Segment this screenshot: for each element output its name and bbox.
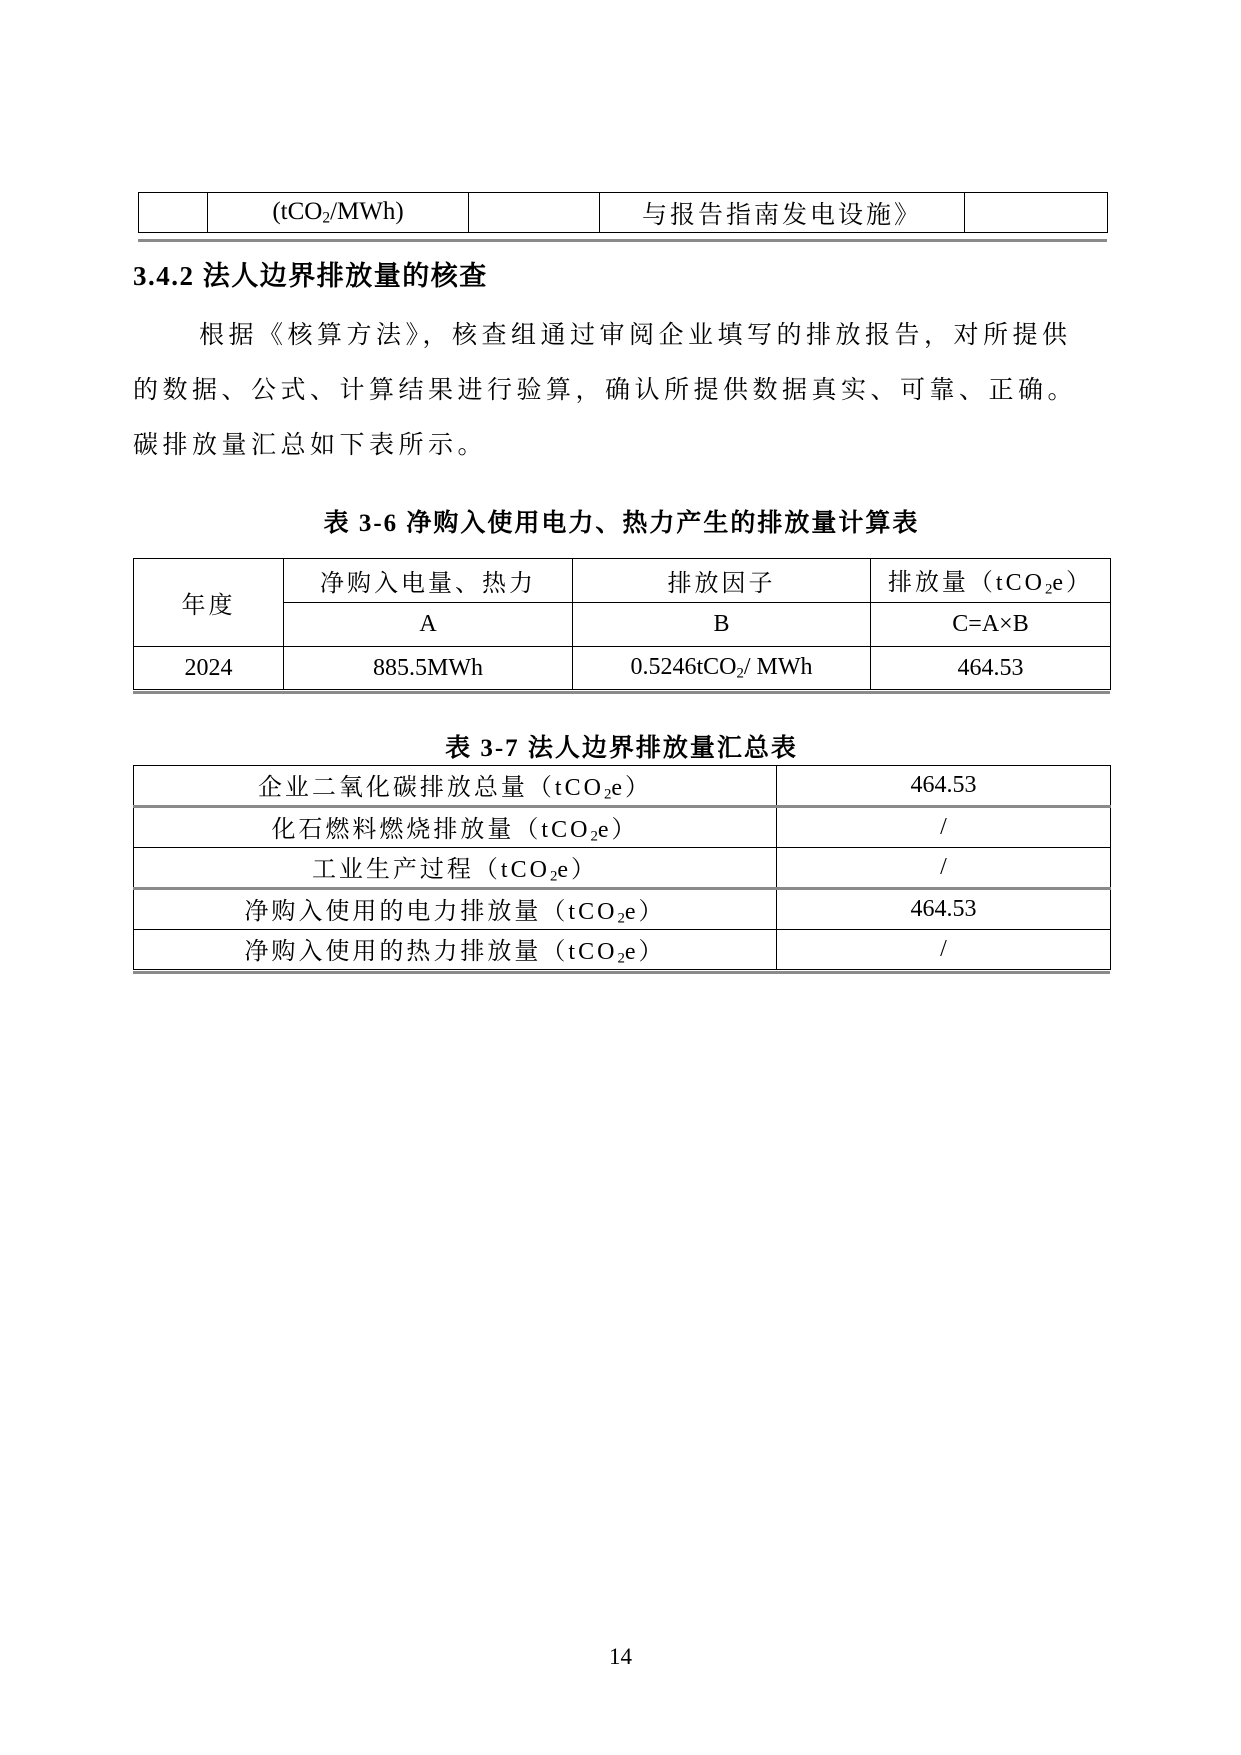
paragraph-line: 根据《核算方法》，核查组通过审阅企业填写的排放报告，对所提供 xyxy=(199,322,1072,349)
table-3-7 xyxy=(133,765,1110,970)
header-purchased-energy: 净购入电量、热力 xyxy=(284,559,573,603)
label-subscript: 2 xyxy=(549,868,558,885)
unit-text-tail: /MWh) xyxy=(330,197,404,225)
section-heading: 3.4.2 法人边界排放量的核查 xyxy=(133,261,488,291)
row-label-purchased-electricity xyxy=(134,889,777,930)
label-text-tail: e） xyxy=(624,939,666,966)
label-text: 工业生产过程（tCO xyxy=(311,857,550,884)
formula-b: B xyxy=(573,603,871,647)
cell-year: 2024 xyxy=(134,647,284,690)
table-row xyxy=(134,647,1111,690)
row-label-fossil-fuel xyxy=(134,807,777,848)
label-text-tail: e） xyxy=(557,857,599,884)
cell-purchased-energy: 885.5MWh xyxy=(284,647,573,690)
row-label-purchased-heat xyxy=(134,930,777,970)
factor-subscript: 2 xyxy=(736,665,744,682)
page-number: 14 xyxy=(609,1644,632,1669)
paragraph-line: 的数据、公式、计算结果进行验算，确认所提供数据真实、可靠、正确。 xyxy=(133,377,1078,404)
body-paragraph xyxy=(133,308,1123,473)
continuation-table-grid xyxy=(138,192,1108,233)
header-emission-factor: 排放因子 xyxy=(573,559,871,603)
label-text-tail: e） xyxy=(624,899,666,926)
table-row xyxy=(134,889,1111,930)
cont-cell-empty-1 xyxy=(139,193,208,233)
table-row xyxy=(134,559,1111,603)
label-text: 净购入使用的热力排放量（tCO xyxy=(244,939,618,966)
header-subscript: 2 xyxy=(1044,581,1053,598)
factor-text: 0.5246tCO xyxy=(630,653,737,680)
label-subscript: 2 xyxy=(590,828,598,845)
header-text: 排放量（tCO xyxy=(887,570,1045,597)
label-text-tail: e） xyxy=(597,817,639,844)
table-3-7-title: 表 3-7 法人边界排放量汇总表 xyxy=(445,735,798,762)
table-row xyxy=(134,848,1111,889)
cont-cell-unit xyxy=(208,193,469,233)
table-3-7-grid xyxy=(133,765,1111,970)
label-subscript: 2 xyxy=(603,786,612,803)
table-3-6 xyxy=(133,558,1110,690)
header-text-tail: e） xyxy=(1052,570,1094,597)
row-value-purchased-heat: / xyxy=(777,930,1111,970)
paragraph-line: 碳排放量汇总如下表所示。 xyxy=(133,432,488,459)
row-value-purchased-electricity: 464.53 xyxy=(777,889,1111,930)
cont-cell-empty-3 xyxy=(965,193,1108,233)
formula-a: A xyxy=(284,603,573,647)
table-3-6-grid xyxy=(133,558,1111,690)
table-row xyxy=(139,193,1108,233)
formula-c: C=A×B xyxy=(871,603,1111,647)
table-row xyxy=(134,930,1111,970)
label-subscript: 2 xyxy=(617,950,625,967)
cell-emission-amount: 464.53 xyxy=(871,647,1111,690)
label-text: 净购入使用的电力排放量（tCO xyxy=(244,899,618,926)
label-text-tail: e） xyxy=(611,775,653,802)
row-value-industrial-process: / xyxy=(777,848,1111,889)
header-year: 年度 xyxy=(134,559,284,647)
label-subscript: 2 xyxy=(617,910,625,927)
unit-text: (tCO xyxy=(272,197,323,225)
cell-emission-factor xyxy=(573,647,871,690)
row-label-industrial-process xyxy=(134,848,777,889)
table-3-6-title: 表 3-6 净购入使用电力、热力产生的排放量计算表 xyxy=(323,510,920,537)
table-row xyxy=(134,766,1111,807)
label-text: 化石燃料燃烧排放量（tCO xyxy=(271,817,591,844)
cont-cell-source: 与报告指南发电设施》 xyxy=(600,193,965,233)
row-value-total-emissions: 464.53 xyxy=(777,766,1111,807)
header-emission-amount xyxy=(871,559,1111,603)
unit-subscript: 2 xyxy=(322,209,331,227)
table-row xyxy=(134,807,1111,848)
continuation-table xyxy=(138,192,1107,233)
label-text: 企业二氧化碳排放总量（tCO xyxy=(257,775,604,802)
factor-text-tail: / MWh xyxy=(743,653,813,680)
row-label-total-emissions xyxy=(134,766,777,807)
row-value-fossil-fuel: / xyxy=(777,807,1111,848)
cont-cell-empty-2 xyxy=(469,193,600,233)
